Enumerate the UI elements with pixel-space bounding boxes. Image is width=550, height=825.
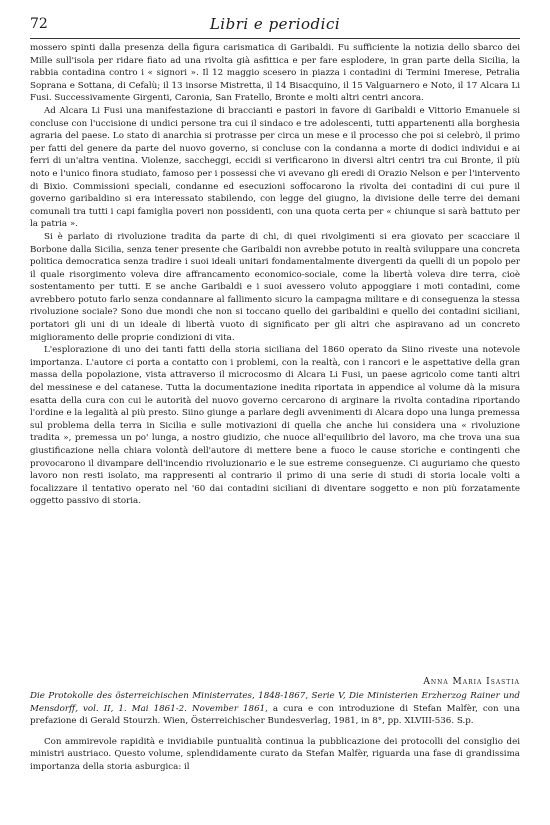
citation-title: Die Protokolle des österreichischen Ministerrates, 1848-1867, Serie V, Die Ministerien Erzherzog Rainer und Mensdorff, vol. II, 1. Mai 1861-2. November 1861, (30, 691, 520, 714)
review-opening: Con ammirevole rapidità e invidiabile puntualità continua la pubblicazione dei protocolli del consiglio dei ministri austriaco. Questo volume, splendidamente curato da Stefan Malfèr, riguarda una fase di grandissima importanza della storia asburgica: il (30, 736, 520, 772)
paragraph: Si è parlato di rivoluzione tradita da parte di chi, di quei rivolgimenti si era giovato per scacciare il Borbone dalla Sicilia, senza tener presente che Garibaldi non avrebbe potuto in realtà sviluppare una concreta politica democratica senza tradire i suoi ideali unitari fondamentalmente divergenti da quelli di un popolo per il quale risorgimento voleva dire affrancamento economico-sociale, come la libertà voleva dire terra, cioè sostentamento per tutti. E se anche Garibaldi e i suoi avessero voluto appoggiare i moti contadini, come avrebbero potuto farlo senza condannare al fallimento sicuro la campagna militare e di conseguenza la stessa rivoluzione sociale? Sono due mondi che non si toccano quello dei garibaldini e quello dei contadini siciliani, portatori gli uni di un ideale di libertà vuoto di significato per gli altri che aspiravano ad un concreto miglioramento delle proprie condizioni di vita. (30, 231, 520, 343)
page-header (30, 14, 520, 39)
page-number: 72 (30, 16, 48, 32)
paragraph: mossero spinti dalla presenza della figura carismatica di Garibaldi. Fu sufficiente la notizia dello sbarco dei Mille sull'isola per ridare fiato ad una rivolta già asfittica e per fare esplodere, in gran parte della Sicilia, la rabbia contadina contro i « signori ». Il 12 maggio scesero in piazza i contadini di Termini Imerese, Petralia Soprana e Sottana, di Cefalù; il 13 insorse Mistretta, il 14 Bisacquino, il 15 Valguarnero e Noto, il 17 Alcara Li Fusi. Successivamente Girgenti, Caronia, San Fratello, Bronte e molti altri centri ancora. (30, 43, 520, 104)
citation-details: a cura e con introduzione di Stefan Malfèr, con una prefazione di Gerald Stourzh. Wien, Österreichischer Bundesverlag, 1981, in 8°, pp. XLVIII-536. S.p. (30, 703, 521, 727)
author-signature: Anna Maria Isastia (423, 677, 520, 687)
paragraph: L'esplorazione di uno dei tanti fatti della storia siciliana del 1860 operato da Siino riveste una notevole importanza. L'autore ci porta a contatto con i problemi, con la realtà, con i rancori e le aspettative della gran massa della popolazione, vista attraverso il microcosmo di Alcara Li Fusi, un paese agricolo come tanti altri del messinese e del catanese. Tutta la documentazione inedita riportata in appendice al volume dà la misura esatta della cura con cui le autorità del nuovo governo cercarono di arginare la rivolta contadina riportando l'ordine e la legalità al più presto. Siino giunge a parlare degli avvenimenti di Alcara dopo una lunga premessa sul problema della terra in Sicilia e sulle motivazioni di quella che anche lui considera una « rivoluzione tradita », premessa un po' lunga, a nostro giudizio, che nuoce all'equilibrio del lavoro, ma che trova una sua giustificazione nella chiara volontà dell'autore di mettere bene a fuoco le cause storiche e contingenti che provocarono il divampare dell'incendio rivoluzionario e le sue estreme conseguenze. Ci auguriamo che questo lavoro non resti isolato, ma rappresenti al contrario il primo di una serie di studi di storia locale volti a focalizzare il tentativo operato nel '60 dai contadini siciliani di diventare soggetto e non più forzatamente oggetto passivo di storia. (30, 345, 520, 507)
paragraph: Ad Alcara Li Fusi una manifestazione di braccianti e pastori in favore di Garibaldi e Vittorio Emanuele si concluse con l'uccisione di undici persone tra cui il sindaco e tre adolescenti, tutti appartenenti alla borghesia agraria del paese. Lo stato di anarchia si protrasse per circa un mese e il processo che poi si celebrò, il primo per fatti del genere da parte del nuovo governo, si concluse con la condanna a morte di dodici individui e ai ferri di un'altra ventina. Violenze, saccheggi, eccidi si verificarono in diversi altri centri tra cui Bronte, il più noto e l'unico finora studiato, famoso per i possessi che vi avevano gli eredi di Orazio Nelson e per l'intervento di Bixio. Commissioni speciali, condanne ed esecuzioni soffocarono la rivolta dei contadini di cui pure il governo garibaldino si era interessato stabilendo, con legge del giugno, la divisione delle terre dei demani comunali tra tutti i capi famiglia poveri non possidenti, con una quota certa per « chiunque si sarà battuto per la patria ». (30, 105, 520, 230)
review-body (30, 42, 520, 508)
running-title: Libri e periodici (209, 15, 341, 33)
next-review (30, 690, 520, 774)
book-citation (30, 690, 520, 728)
